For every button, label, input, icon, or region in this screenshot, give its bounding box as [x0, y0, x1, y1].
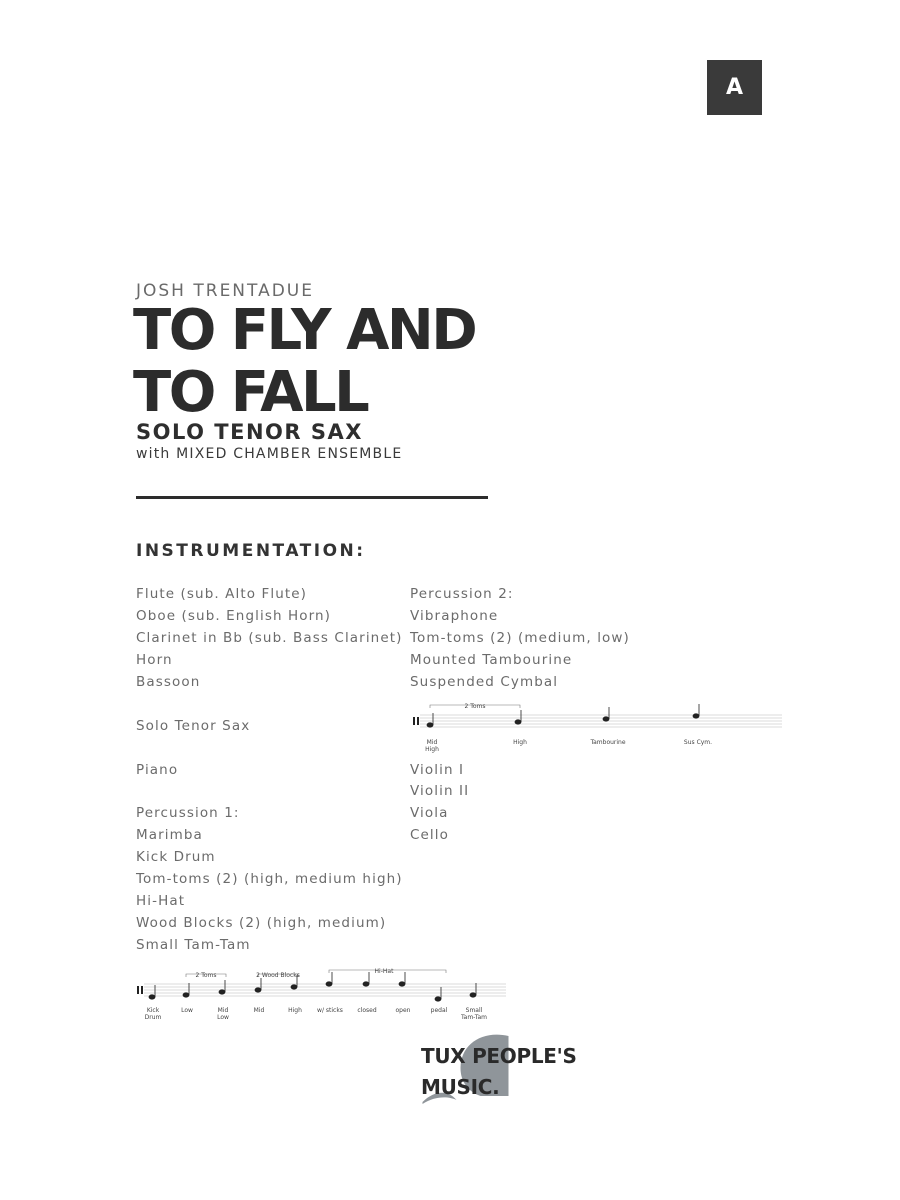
instrument-line: Viola [410, 805, 449, 821]
ensemble-subtitle: with MIXED CHAMBER ENSEMBLE [136, 446, 403, 462]
key-label: Mid [253, 1007, 265, 1014]
instrument-line: Tom-toms (2) (medium, low) [410, 630, 630, 646]
instrument-line: Horn [136, 652, 173, 668]
key-label: Small [465, 1007, 483, 1014]
instrument-line: Kick Drum [136, 849, 216, 865]
instrument-line: Wood Blocks (2) (high, medium) [136, 915, 387, 931]
key-label: closed [357, 1007, 377, 1014]
key-label: Sus Cym. [683, 739, 713, 746]
work-title [133, 300, 475, 424]
instrument-line: Violin II [410, 783, 470, 799]
percussion-1-key-staff [134, 968, 514, 1028]
instrument-line: Bassoon [136, 674, 201, 690]
instrument-line: Percussion 2: [410, 586, 514, 602]
publisher-line-1: TUX PEOPLE'S [421, 1044, 577, 1068]
instrument-line: Violin I [410, 762, 465, 778]
instrument-line: Cello [410, 827, 449, 843]
key-label: w/ sticks [317, 1007, 343, 1014]
key-label: High [425, 746, 439, 753]
key-label: Drum [144, 1014, 162, 1021]
subtitle: SOLO TENOR SAX [136, 420, 363, 444]
instrument-line: Hi-Hat [136, 893, 186, 909]
part-letter-badge: A [707, 60, 762, 115]
instrumentation-heading: INSTRUMENTATION: [136, 541, 366, 561]
title-line-1: TO FLY AND [133, 298, 476, 363]
instrument-line: Vibraphone [410, 608, 499, 624]
key-label: High [513, 739, 527, 746]
instrument-line: Oboe (sub. English Horn) [136, 608, 332, 624]
key-label: open [395, 1007, 411, 1014]
key-label: Mid [217, 1007, 229, 1014]
tom-bracket-label: 2 Toms [195, 972, 217, 979]
key-label: Low [181, 1007, 193, 1014]
publisher-name [421, 1041, 577, 1103]
key-label: Tam-Tam [460, 1014, 488, 1021]
instrument-line: Mounted Tambourine [410, 652, 573, 668]
instrument-line: Marimba [136, 827, 203, 843]
percussion-2-key-staff [410, 700, 785, 756]
instrument-line: Clarinet in Bb (sub. Bass Clarinet) [136, 630, 403, 646]
instrument-line: Suspended Cymbal [410, 674, 559, 690]
key-label: Tambourine [590, 739, 626, 746]
hi-hat-bracket-label: Hi-Hat [374, 968, 394, 975]
tom-bracket-label: 2 Toms [464, 703, 486, 710]
instrument-line: Flute (sub. Alto Flute) [136, 586, 308, 602]
composer-name: JOSH TRENTADUE [136, 281, 314, 301]
instrument-line: Small Tam-Tam [136, 937, 251, 953]
instrument-line: Tom-toms (2) (high, medium high) [136, 871, 403, 887]
instrument-line: Solo Tenor Sax [136, 718, 251, 734]
key-label: Kick [146, 1007, 160, 1014]
key-label: Mid [426, 739, 438, 746]
wood-block-bracket-label: 2 Wood Blocks [256, 972, 300, 979]
title-line-2: TO FALL [133, 360, 368, 425]
key-label: Low [217, 1014, 229, 1021]
key-label: pedal [430, 1007, 448, 1014]
divider-rule [136, 496, 488, 499]
publisher-line-2: MUSIC. [421, 1075, 500, 1099]
instrument-line: Piano [136, 762, 179, 778]
key-label: High [288, 1007, 302, 1014]
instrument-line: Percussion 1: [136, 805, 240, 821]
